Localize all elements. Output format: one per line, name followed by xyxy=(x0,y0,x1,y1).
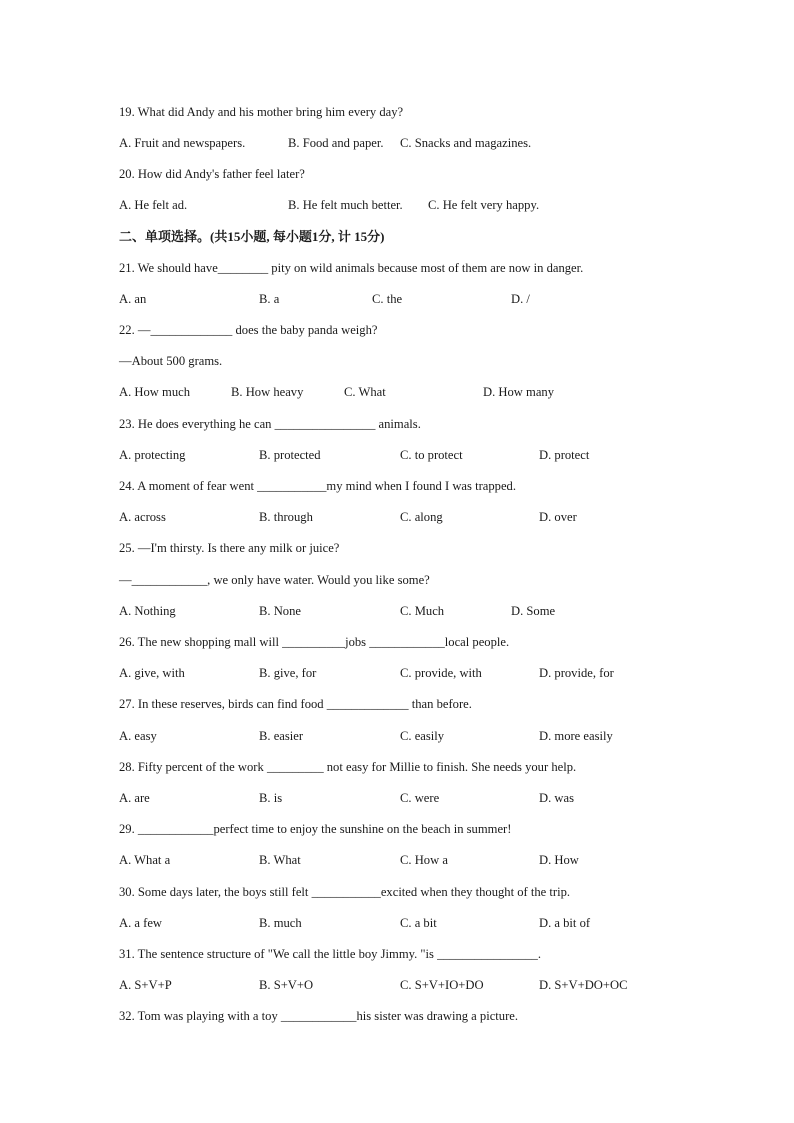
answer-option: A. an xyxy=(119,292,147,306)
answer-option: A. He felt ad. xyxy=(119,198,188,212)
answer-option: D. over xyxy=(539,510,577,524)
question-text: 30. Some days later, the boys still felt ___________excited when they thought of the trip. xyxy=(119,885,571,899)
answer-option: D. more easily xyxy=(539,729,613,743)
answer-option: D. was xyxy=(539,791,574,805)
answer-option: B. give, for xyxy=(259,666,317,680)
question-text: 32. Tom was playing with a toy ____________his sister was drawing a picture. xyxy=(119,1009,519,1023)
answer-option: A. a few xyxy=(119,916,163,930)
answer-option: A. What a xyxy=(119,853,171,867)
answer-option: A. give, with xyxy=(119,666,185,680)
answer-option: A. across xyxy=(119,510,166,524)
answer-option: B. protected xyxy=(259,448,321,462)
answer-option: C. the xyxy=(372,292,403,306)
answer-option: C. Much xyxy=(400,604,445,618)
answer-option: C. How a xyxy=(400,853,448,867)
answer-option: D. How many xyxy=(483,385,555,399)
section-heading: 二、单项选择。(共15小题, 每小题1分, 计 15分) xyxy=(119,229,385,244)
answer-option: A. easy xyxy=(119,729,157,743)
answer-option: D. / xyxy=(511,292,530,306)
answer-option: D. protect xyxy=(539,448,590,462)
answer-option: D. provide, for xyxy=(539,666,614,680)
answer-option: B. He felt much better. xyxy=(288,198,403,212)
answer-option: A. are xyxy=(119,791,150,805)
question-text: 28. Fifty percent of the work _________ not easy for Millie to finish. She needs your help. xyxy=(119,760,577,774)
answer-option: C. were xyxy=(400,791,440,805)
answer-option: C. He felt very happy. xyxy=(428,198,540,212)
answer-option: C. along xyxy=(400,510,443,524)
answer-option: C. a bit xyxy=(400,916,437,930)
question-text: 31. The sentence structure of "We call the little boy Jimmy. "is ________________. xyxy=(119,947,541,961)
answer-option: A. Nothing xyxy=(119,604,176,618)
answer-option: C. to protect xyxy=(400,448,463,462)
answer-option: D. a bit of xyxy=(539,916,591,930)
answer-option: A. Fruit and newspapers. xyxy=(119,136,246,150)
answer-option: B. is xyxy=(259,791,283,805)
question-text: 25. —I'm thirsty. Is there any milk or juice? xyxy=(119,541,340,555)
question-text: 29. ____________perfect time to enjoy the sunshine on the beach in summer! xyxy=(119,822,512,836)
answer-option: C. What xyxy=(344,385,386,399)
answer-option: B. S+V+O xyxy=(259,978,314,992)
question-text: 26. The new shopping mall will __________jobs ____________local people. xyxy=(119,635,510,649)
answer-option: B. What xyxy=(259,853,301,867)
answer-option: B. through xyxy=(259,510,313,524)
answer-option: A. S+V+P xyxy=(119,978,172,992)
answer-option: B. a xyxy=(259,292,280,306)
answer-option: B. easier xyxy=(259,729,304,743)
question-text: 27. In these reserves, birds can find food _____________ than before. xyxy=(119,697,472,711)
answer-option: D. S+V+DO+OC xyxy=(539,978,628,992)
question-text: —____________, we only have water. Would you like some? xyxy=(119,573,430,587)
question-text: 22. —_____________ does the baby panda weigh? xyxy=(119,323,378,337)
question-text: —About 500 grams. xyxy=(119,354,223,368)
answer-option: C. easily xyxy=(400,729,445,743)
answer-option: A. protecting xyxy=(119,448,186,462)
question-text: 21. We should have________ pity on wild animals because most of them are now in danger. xyxy=(119,261,584,275)
answer-option: C. Snacks and magazines. xyxy=(400,136,532,150)
answer-option: C. S+V+IO+DO xyxy=(400,978,484,992)
answer-option: D. How xyxy=(539,853,579,867)
answer-option: A. How much xyxy=(119,385,191,399)
question-text: 20. How did Andy's father feel later? xyxy=(119,167,305,181)
answer-option: B. much xyxy=(259,916,302,930)
answer-option: B. None xyxy=(259,604,301,618)
question-text: 23. He does everything he can ________________ animals. xyxy=(119,417,421,431)
answer-option: B. How heavy xyxy=(231,385,304,399)
question-text: 19. What did Andy and his mother bring him every day? xyxy=(119,105,404,119)
answer-option: D. Some xyxy=(511,604,556,618)
question-text: 24. A moment of fear went ___________my mind when I found I was trapped. xyxy=(119,479,516,493)
answer-option: B. Food and paper. xyxy=(288,136,384,150)
answer-option: C. provide, with xyxy=(400,666,482,680)
